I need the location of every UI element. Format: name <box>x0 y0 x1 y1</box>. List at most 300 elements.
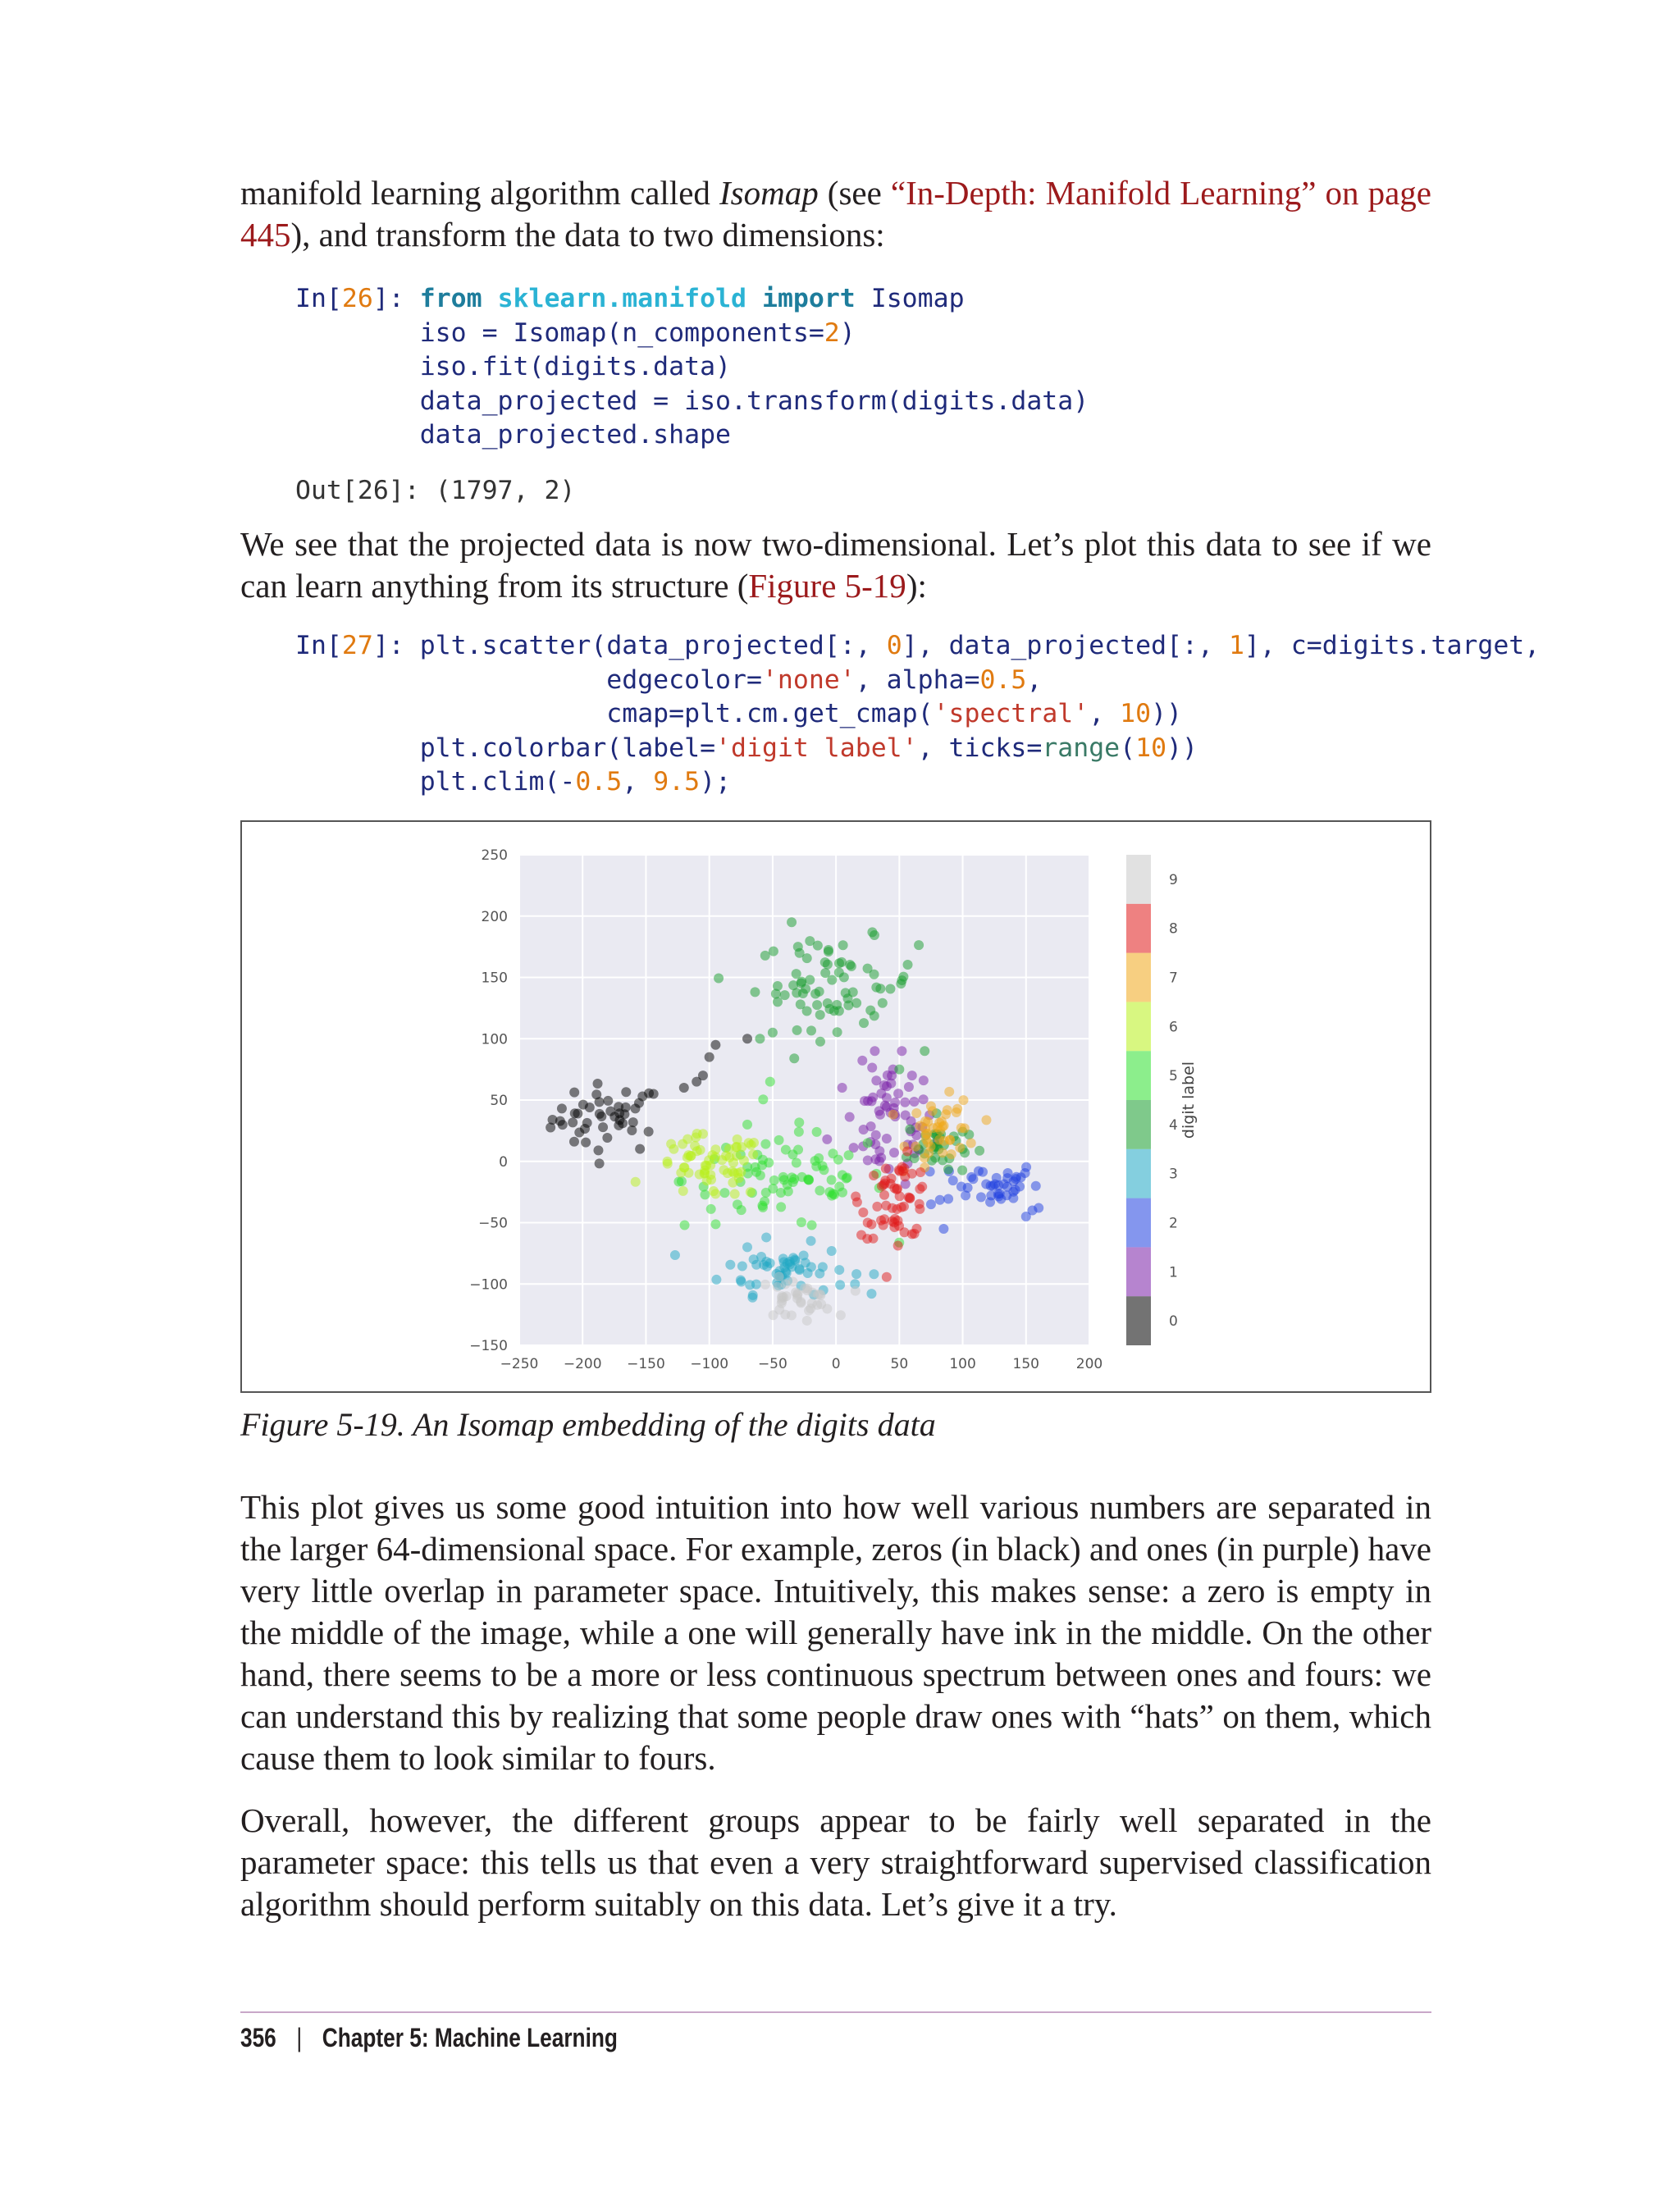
chapter-title: Chapter 5: Machine Learning <box>322 2023 618 2052</box>
isomap-term: Isomap <box>719 174 819 212</box>
scatter-point-digit-6 <box>682 1134 692 1144</box>
scatter-point-digit-0 <box>742 1034 752 1043</box>
colorbar-tick-label: 2 <box>1169 1215 1178 1232</box>
scatter-point-digit-0 <box>568 1117 578 1127</box>
scatter-point-digit-4 <box>837 957 847 967</box>
scatter-point-digit-5 <box>776 1202 786 1212</box>
scatter-point-digit-5 <box>827 1175 837 1185</box>
scatter-point-digit-5 <box>815 1185 824 1195</box>
scatter-point-digit-4 <box>815 987 824 997</box>
page-number: 356 <box>240 2023 276 2052</box>
scatter-point-digit-8 <box>851 1192 861 1202</box>
output-value: (1797, 2) <box>435 476 576 505</box>
scatter-point-digit-9 <box>836 1310 846 1320</box>
scatter-point-digit-8 <box>856 1230 866 1239</box>
scatter-point-digit-1 <box>904 1082 914 1092</box>
page-footer: 356 | Chapter 5: Machine Learning <box>240 2023 618 2052</box>
scatter-point-digit-0 <box>710 1040 720 1050</box>
colorbar-segment-3 <box>1126 1149 1151 1198</box>
scatter-point-digit-1 <box>863 1096 873 1106</box>
scatter-point-digit-4 <box>760 951 770 961</box>
scatter-point-digit-4 <box>833 1027 842 1037</box>
scatter-point-digit-4 <box>843 1001 853 1011</box>
scatter-point-digit-3 <box>742 1242 752 1252</box>
scatter-point-digit-2 <box>981 1179 991 1189</box>
scatter-point-digit-4 <box>773 997 783 1007</box>
scatter-point-digit-5 <box>765 1077 775 1087</box>
scatter-point-digit-5 <box>776 1188 786 1198</box>
scatter-point-digit-7 <box>911 1108 921 1118</box>
scatter-point-digit-4 <box>815 1010 825 1020</box>
scatter-point-digit-5 <box>844 1150 854 1160</box>
y-tick-label: 50 <box>490 1093 508 1109</box>
scatter-point-digit-2 <box>986 1190 996 1200</box>
scatter-point-digit-1 <box>867 1062 877 1072</box>
scatter-point-digit-2 <box>961 1190 970 1200</box>
scatter-point-digit-4 <box>894 1065 904 1075</box>
y-tick-label: −100 <box>469 1276 508 1294</box>
scatter-point-digit-1 <box>857 1056 867 1066</box>
scatter-point-digit-6 <box>662 1157 672 1166</box>
scatter-point-digit-1 <box>879 1080 889 1090</box>
scatter-point-digit-6 <box>669 1144 678 1154</box>
colorbar-tick-label: 5 <box>1169 1068 1178 1085</box>
scatter-point-digit-1 <box>909 1097 919 1107</box>
colorbar-segment-5 <box>1126 1051 1151 1100</box>
scatter-point-digit-4 <box>714 974 724 984</box>
scatter-point-digit-9 <box>780 1310 790 1320</box>
scatter-point-digit-6 <box>631 1177 641 1187</box>
scatter-point-digit-0 <box>557 1103 567 1113</box>
scatter-point-digit-1 <box>889 1148 899 1157</box>
scatter-point-digit-2 <box>1011 1185 1020 1194</box>
scatter-point-digit-0 <box>705 1052 714 1062</box>
scatter-point-digit-2 <box>938 1224 948 1234</box>
scatter-point-digit-5 <box>797 1217 806 1227</box>
scatter-point-digit-2 <box>1031 1181 1041 1191</box>
scatter-point-digit-7 <box>960 1123 970 1133</box>
scatter-point-digit-4 <box>870 1011 879 1020</box>
scatter-point-digit-5 <box>756 1171 765 1180</box>
scatter-point-digit-7 <box>938 1148 947 1157</box>
scatter-point-digit-0 <box>570 1108 580 1118</box>
scatter-point-digit-0 <box>635 1144 645 1154</box>
scatter-point-digit-2 <box>935 1195 945 1205</box>
scatter-point-digit-1 <box>874 1106 884 1116</box>
scatter-point-digit-7 <box>966 1138 976 1148</box>
x-tick-label: −100 <box>690 1356 729 1372</box>
scatter-point-digit-7 <box>911 1142 920 1152</box>
scatter-point-digit-4 <box>957 1166 967 1176</box>
scatter-point-digit-0 <box>593 1079 603 1089</box>
scatter-point-digit-1 <box>876 1153 886 1162</box>
scatter-point-digit-4 <box>787 917 797 927</box>
scatter-point-digit-5 <box>680 1220 690 1230</box>
code-cell-out26 <box>295 474 575 509</box>
manifold-learning-link[interactable]: “In-Depth: Manifold Learning” on page 445 <box>240 174 1431 253</box>
scatter-point-digit-8 <box>902 1147 912 1157</box>
scatter-point-digit-3 <box>761 1232 771 1242</box>
scatter-point-digit-2 <box>1021 1212 1031 1221</box>
scatter-point-digit-3 <box>761 1257 771 1267</box>
scatter-point-digit-4 <box>834 1006 844 1016</box>
scatter-point-digit-6 <box>728 1178 737 1188</box>
x-tick-label: 50 <box>890 1356 909 1372</box>
scatter-point-digit-4 <box>805 936 815 946</box>
colorbar-tick-label: 4 <box>1169 1116 1178 1134</box>
colorbar-segment-6 <box>1126 1002 1151 1051</box>
scatter-point-digit-9 <box>788 1277 798 1287</box>
scatter-point-digit-2 <box>948 1176 958 1185</box>
scatter-point-digit-4 <box>780 990 790 1000</box>
scatter-point-digit-9 <box>769 1310 778 1320</box>
scatter-point-digit-1 <box>845 1112 855 1122</box>
scatter-point-digit-0 <box>619 1109 629 1119</box>
scatter-point-digit-4 <box>914 940 924 950</box>
paragraph-overall: Overall, however, the different groups appear to be fairly well separated in the parameter space: this tells us that even a very straightforward supervised classification algorithm should perform suitably on this data. Let’s give it a try. <box>240 1801 1431 1923</box>
scatter-point-digit-4 <box>870 970 879 979</box>
scatter-point-digit-7 <box>929 1123 938 1133</box>
scatter-point-digit-3 <box>815 1268 824 1278</box>
scatter-point-digit-1 <box>822 1134 832 1144</box>
scatter-point-digit-5 <box>833 1155 843 1165</box>
scatter-point-digit-4 <box>820 957 830 967</box>
scatter-point-digit-4 <box>755 1034 765 1043</box>
colorbar-segment-7 <box>1126 953 1151 1002</box>
scatter-point-digit-5 <box>838 1170 847 1180</box>
scatter-point-digit-8 <box>879 1190 889 1200</box>
scatter-point-digit-8 <box>882 1272 892 1282</box>
scatter-point-digit-8 <box>879 1221 888 1230</box>
scatter-point-digit-1 <box>870 1046 879 1056</box>
scatter-point-digit-7 <box>939 1121 949 1130</box>
x-tick-label: 150 <box>1012 1356 1040 1372</box>
scatter-point-digit-7 <box>924 1148 934 1158</box>
scatter-point-digit-1 <box>871 1130 881 1140</box>
scatter-point-digit-9 <box>760 1280 770 1290</box>
scatter-point-digit-6 <box>736 1167 746 1177</box>
scatter-point-digit-8 <box>915 1204 924 1214</box>
scatter-point-digit-5 <box>742 1120 752 1130</box>
scatter-point-digit-8 <box>863 1218 873 1228</box>
scatter-point-digit-0 <box>598 1122 608 1132</box>
scatter-point-digit-8 <box>893 1241 903 1251</box>
scatter-point-digit-0 <box>603 1096 613 1106</box>
scatter-point-digit-0 <box>630 1103 640 1113</box>
scatter-point-digit-0 <box>593 1145 603 1155</box>
paragraph-intuition: This plot gives us some good intuition into how well various numbers are separated in the larger 64-dimensional space. For example, zeros (in black) and ones (in purple) have very little overlap in parameter space. Intuitively, this makes sense: a zero is empty in the middle of the image, while a one will generally have ink in the middle. On the other hand, there seems to be a more or less continuous spectrum between ones and fours: we can understand this by realizing that some people draw ones with “hats” on them, which cause them to look similar to fours. <box>240 1488 1431 1777</box>
scatter-point-digit-5 <box>819 1165 829 1175</box>
scatter-point-digit-0 <box>618 1118 628 1128</box>
scatter-point-digit-5 <box>794 1127 804 1137</box>
scatter-point-digit-6 <box>730 1189 740 1199</box>
x-tick-label: −50 <box>757 1356 788 1372</box>
scatter-point-digit-5 <box>733 1199 742 1209</box>
scatter-point-digit-4 <box>841 988 851 998</box>
x-tick-label: 200 <box>1075 1356 1103 1372</box>
scatter-point-digit-8 <box>917 1182 927 1192</box>
figure-caption: Figure 5-19. An Isomap embedding of the digits data <box>240 1406 936 1443</box>
scatter-point-digit-9 <box>822 1304 832 1314</box>
scatter-point-digit-2 <box>1021 1162 1031 1172</box>
scatter-point-digit-4 <box>773 981 783 991</box>
colorbar-tick-label: 8 <box>1169 920 1178 938</box>
footer-rule <box>240 2011 1431 2013</box>
scatter-point-digit-6 <box>679 1162 689 1172</box>
scatter-point-digit-0 <box>649 1089 659 1099</box>
scatter-point-digit-5 <box>797 1172 807 1182</box>
scatter-point-digit-1 <box>882 1134 892 1144</box>
y-tick-label: 100 <box>481 1031 508 1048</box>
scatter-point-digit-4 <box>812 1000 822 1010</box>
colorbar-segment-0 <box>1126 1296 1151 1345</box>
colorbar-label: digit label <box>1180 1061 1198 1139</box>
scatter-point-digit-1 <box>890 1098 900 1107</box>
scatter-point-digit-0 <box>644 1127 654 1137</box>
colorbar-tick-label: 6 <box>1169 1019 1178 1036</box>
scatter-point-digit-0 <box>581 1138 591 1148</box>
scatter-point-digit-2 <box>1011 1174 1020 1184</box>
scatter-point-digit-4 <box>920 1046 929 1056</box>
scatter-point-digit-7 <box>944 1087 954 1097</box>
scatter-point-digit-4 <box>871 983 881 993</box>
scatter-point-digit-0 <box>595 1158 605 1168</box>
paragraph-intro: manifold learning algorithm called Isomap (see “In-Depth: Manifold Learning” on page 445), and transform the data to two dimensions: <box>240 174 1431 253</box>
scatter-point-digit-5 <box>706 1204 716 1214</box>
scatter-point-digit-4 <box>897 975 907 985</box>
scatter-point-digit-5 <box>769 1176 779 1185</box>
colorbar-segment-8 <box>1126 904 1151 953</box>
scatter-point-digit-4 <box>793 942 803 952</box>
scatter-point-digit-7 <box>888 1110 898 1120</box>
scatter-point-digit-1 <box>919 1094 929 1104</box>
scatter-point-digit-4 <box>792 969 801 979</box>
scatter-point-digit-3 <box>747 1293 757 1303</box>
prompt-out26: Out[26]: <box>295 476 420 505</box>
scatter-point-digit-0 <box>555 1116 565 1126</box>
figure-5-19-link[interactable]: Figure 5-19 <box>748 567 906 605</box>
prompt-in27: In[27]: <box>295 631 420 660</box>
scatter-point-digit-2 <box>995 1189 1005 1198</box>
scatter-point-digit-7 <box>921 1134 931 1144</box>
scatter-point-digit-8 <box>907 1169 917 1179</box>
scatter-point-digit-8 <box>890 1214 900 1224</box>
colorbar-segment-1 <box>1126 1247 1151 1296</box>
scatter-point-digit-4 <box>769 947 778 956</box>
scatter-point-digit-6 <box>748 1149 758 1159</box>
scatter-point-digit-0 <box>621 1087 631 1097</box>
scatter-point-digit-2 <box>956 1181 966 1191</box>
scatter-point-digit-3 <box>834 1265 844 1275</box>
scatter-point-digit-1 <box>897 1046 906 1056</box>
scatter-point-digit-0 <box>569 1088 579 1098</box>
scatter-point-digit-5 <box>758 1155 768 1165</box>
scatter-point-digit-4 <box>824 947 833 956</box>
scatter-point-digit-3 <box>827 1246 837 1256</box>
y-tick-label: 200 <box>481 908 508 925</box>
scatter-point-digit-5 <box>761 1188 771 1198</box>
colorbar-tick-label: 1 <box>1169 1264 1178 1281</box>
scatter-point-digit-3 <box>737 1276 746 1286</box>
scatter-point-digit-7 <box>947 1149 956 1159</box>
scatter-point-digit-5 <box>812 1127 822 1137</box>
colorbar-tick-label: 3 <box>1169 1166 1178 1183</box>
y-tick-label: −50 <box>478 1215 508 1232</box>
scatter-point-digit-7 <box>945 1135 955 1145</box>
x-tick-label: −150 <box>627 1356 665 1372</box>
colorbar-tick-label: 7 <box>1169 970 1178 987</box>
scatter-point-digit-4 <box>792 1025 802 1035</box>
scatter-point-digit-5 <box>673 1177 683 1187</box>
scatter-point-digit-1 <box>863 1155 873 1165</box>
scatter-point-digit-3 <box>835 1280 845 1290</box>
isomap-scatter-chart <box>242 822 1433 1395</box>
scatter-point-digit-3 <box>790 1254 800 1264</box>
scatter-point-digit-5 <box>719 1188 729 1198</box>
x-tick-label: 100 <box>949 1356 976 1372</box>
scatter-point-digit-4 <box>789 1053 799 1063</box>
scatter-point-digit-8 <box>892 1204 902 1214</box>
scatter-point-digit-0 <box>692 1077 701 1087</box>
scatter-point-digit-6 <box>700 1168 710 1178</box>
colorbar-segment-4 <box>1126 1100 1151 1149</box>
colorbar-segment-2 <box>1126 1198 1151 1248</box>
scatter-point-digit-3 <box>711 1275 721 1285</box>
scatter-point-digit-5 <box>710 1219 720 1229</box>
scatter-point-digit-0 <box>627 1125 637 1135</box>
scatter-point-digit-9 <box>777 1293 787 1303</box>
scatter-point-digit-7 <box>955 1143 965 1153</box>
y-tick-label: 250 <box>481 847 508 864</box>
scatter-point-digit-8 <box>880 1176 890 1185</box>
scatter-point-digit-4 <box>827 975 837 985</box>
y-tick-label: −150 <box>469 1338 508 1354</box>
scatter-point-digit-5 <box>863 1138 873 1148</box>
scatter-point-digit-4 <box>750 987 760 997</box>
scatter-point-digit-3 <box>725 1260 735 1270</box>
scatter-point-digit-6 <box>710 1152 720 1162</box>
scatter-point-digit-5 <box>758 1094 768 1104</box>
scatter-point-digit-8 <box>872 1202 882 1212</box>
paragraph-projected: We see that the projected data is now two-dimensional. Let’s plot this data to see if we can learn anything from its structure (Figure 5-19): <box>240 525 1431 605</box>
scatter-point-digit-3 <box>851 1269 861 1279</box>
code-cell-in27: In[27]: plt.scatter(data_projected[:, 0], data_projected[:, 1], c=digits.target, edgecolor='none', alpha=0.5, cmap=plt.cm.get_cmap('spectral', 10)) plt.colorbar(label='digit label', ticks=range(10)) plt.clim(-0.5, 9.5); <box>295 631 1541 797</box>
scatter-point-digit-9 <box>793 1289 803 1299</box>
scatter-point-digit-7 <box>941 1109 951 1119</box>
colorbar-segment-9 <box>1126 855 1151 904</box>
colorbar-tick-label: 0 <box>1169 1313 1178 1331</box>
scatter-point-digit-2 <box>926 1199 936 1209</box>
scatter-point-digit-9 <box>802 1285 812 1295</box>
scatter-point-digit-2 <box>1034 1203 1043 1213</box>
scatter-point-digit-4 <box>824 1004 834 1014</box>
scatter-point-digit-5 <box>760 1139 770 1149</box>
scatter-point-digit-4 <box>806 1025 816 1035</box>
scatter-point-digit-7 <box>981 1115 991 1125</box>
scatter-point-digit-8 <box>858 1208 868 1217</box>
scatter-point-digit-7 <box>926 1101 936 1111</box>
scatter-point-digit-2 <box>1008 1194 1018 1203</box>
prompt-in26: In[26]: <box>295 284 420 313</box>
colorbar-tick-label: 9 <box>1169 871 1178 888</box>
scatter-point-digit-4 <box>834 968 844 978</box>
scatter-point-digit-4 <box>905 1125 915 1134</box>
scatter-point-digit-4 <box>805 975 815 984</box>
code-cell-in26: In[26]: from sklearn.manifold import Isomap iso = Isomap(n_components=2) iso.fit(digits.data) data_projected = iso.transform(digits.data) data_projected.shape <box>295 284 1089 450</box>
scatter-point-digit-4 <box>815 1037 825 1047</box>
scatter-point-digit-1 <box>919 1075 929 1085</box>
scatter-point-digit-4 <box>838 940 848 950</box>
scatter-point-digit-1 <box>882 1093 892 1102</box>
scatter-point-digit-6 <box>696 1145 705 1155</box>
scatter-point-digit-6 <box>746 1140 756 1150</box>
scatter-point-digit-7 <box>952 1107 961 1117</box>
scatter-point-digit-4 <box>943 1164 953 1174</box>
scatter-point-digit-8 <box>915 1167 925 1177</box>
scatter-point-digit-9 <box>851 1286 861 1296</box>
scatter-point-digit-0 <box>569 1137 579 1147</box>
scatter-point-digit-2 <box>992 1173 1002 1183</box>
scatter-point-digit-9 <box>815 1290 825 1300</box>
scatter-point-digit-5 <box>783 1180 792 1189</box>
scatter-point-digit-5 <box>781 1145 791 1155</box>
scatter-point-digit-8 <box>905 1193 915 1203</box>
scatter-point-digit-0 <box>679 1083 689 1093</box>
scatter-point-digit-8 <box>868 1234 878 1244</box>
scatter-point-digit-9 <box>802 1316 812 1326</box>
scatter-point-digit-1 <box>893 1089 903 1098</box>
scatter-point-digit-8 <box>869 1171 879 1180</box>
scatter-point-digit-8 <box>881 1201 891 1211</box>
scatter-point-digit-3 <box>869 1269 879 1279</box>
scatter-point-digit-4 <box>788 980 798 990</box>
scatter-point-digit-3 <box>806 1236 816 1246</box>
figure-5-19 <box>240 820 1431 1393</box>
y-tick-label: 0 <box>499 1153 508 1171</box>
scatter-point-digit-6 <box>710 1189 720 1198</box>
scatter-point-digit-4 <box>975 1146 984 1156</box>
scatter-point-digit-5 <box>807 1220 817 1230</box>
scatter-point-digit-3 <box>670 1250 680 1260</box>
x-tick-label: 0 <box>831 1356 841 1372</box>
scatter-point-digit-9 <box>806 1303 815 1313</box>
scatter-point-digit-4 <box>885 984 895 994</box>
scatter-point-digit-3 <box>866 1289 876 1299</box>
scatter-point-digit-5 <box>824 1187 834 1197</box>
scatter-point-digit-4 <box>878 998 888 1008</box>
scatter-point-digit-8 <box>907 1229 917 1239</box>
scatter-point-digit-4 <box>859 1018 869 1028</box>
scatter-point-digit-0 <box>602 1133 612 1143</box>
scatter-point-digit-5 <box>774 1135 784 1145</box>
scatter-point-digit-6 <box>683 1150 693 1160</box>
x-tick-label: −200 <box>563 1356 602 1372</box>
scatter-point-digit-1 <box>859 1125 869 1134</box>
scatter-point-digit-6 <box>732 1151 742 1161</box>
scatter-point-digit-4 <box>903 960 913 970</box>
scatter-point-digit-8 <box>895 1191 905 1201</box>
scatter-point-digit-5 <box>758 1203 768 1212</box>
scatter-point-digit-1 <box>838 1083 847 1093</box>
scatter-point-digit-3 <box>737 1262 747 1271</box>
scatter-point-digit-5 <box>794 1117 804 1127</box>
scatter-point-digit-4 <box>796 999 806 1009</box>
scatter-point-digit-3 <box>799 1251 809 1261</box>
scatter-point-digit-4 <box>768 1028 778 1038</box>
scatter-point-digit-4 <box>845 960 855 970</box>
scatter-point-digit-7 <box>958 1095 968 1105</box>
scatter-point-digit-6 <box>733 1134 742 1144</box>
